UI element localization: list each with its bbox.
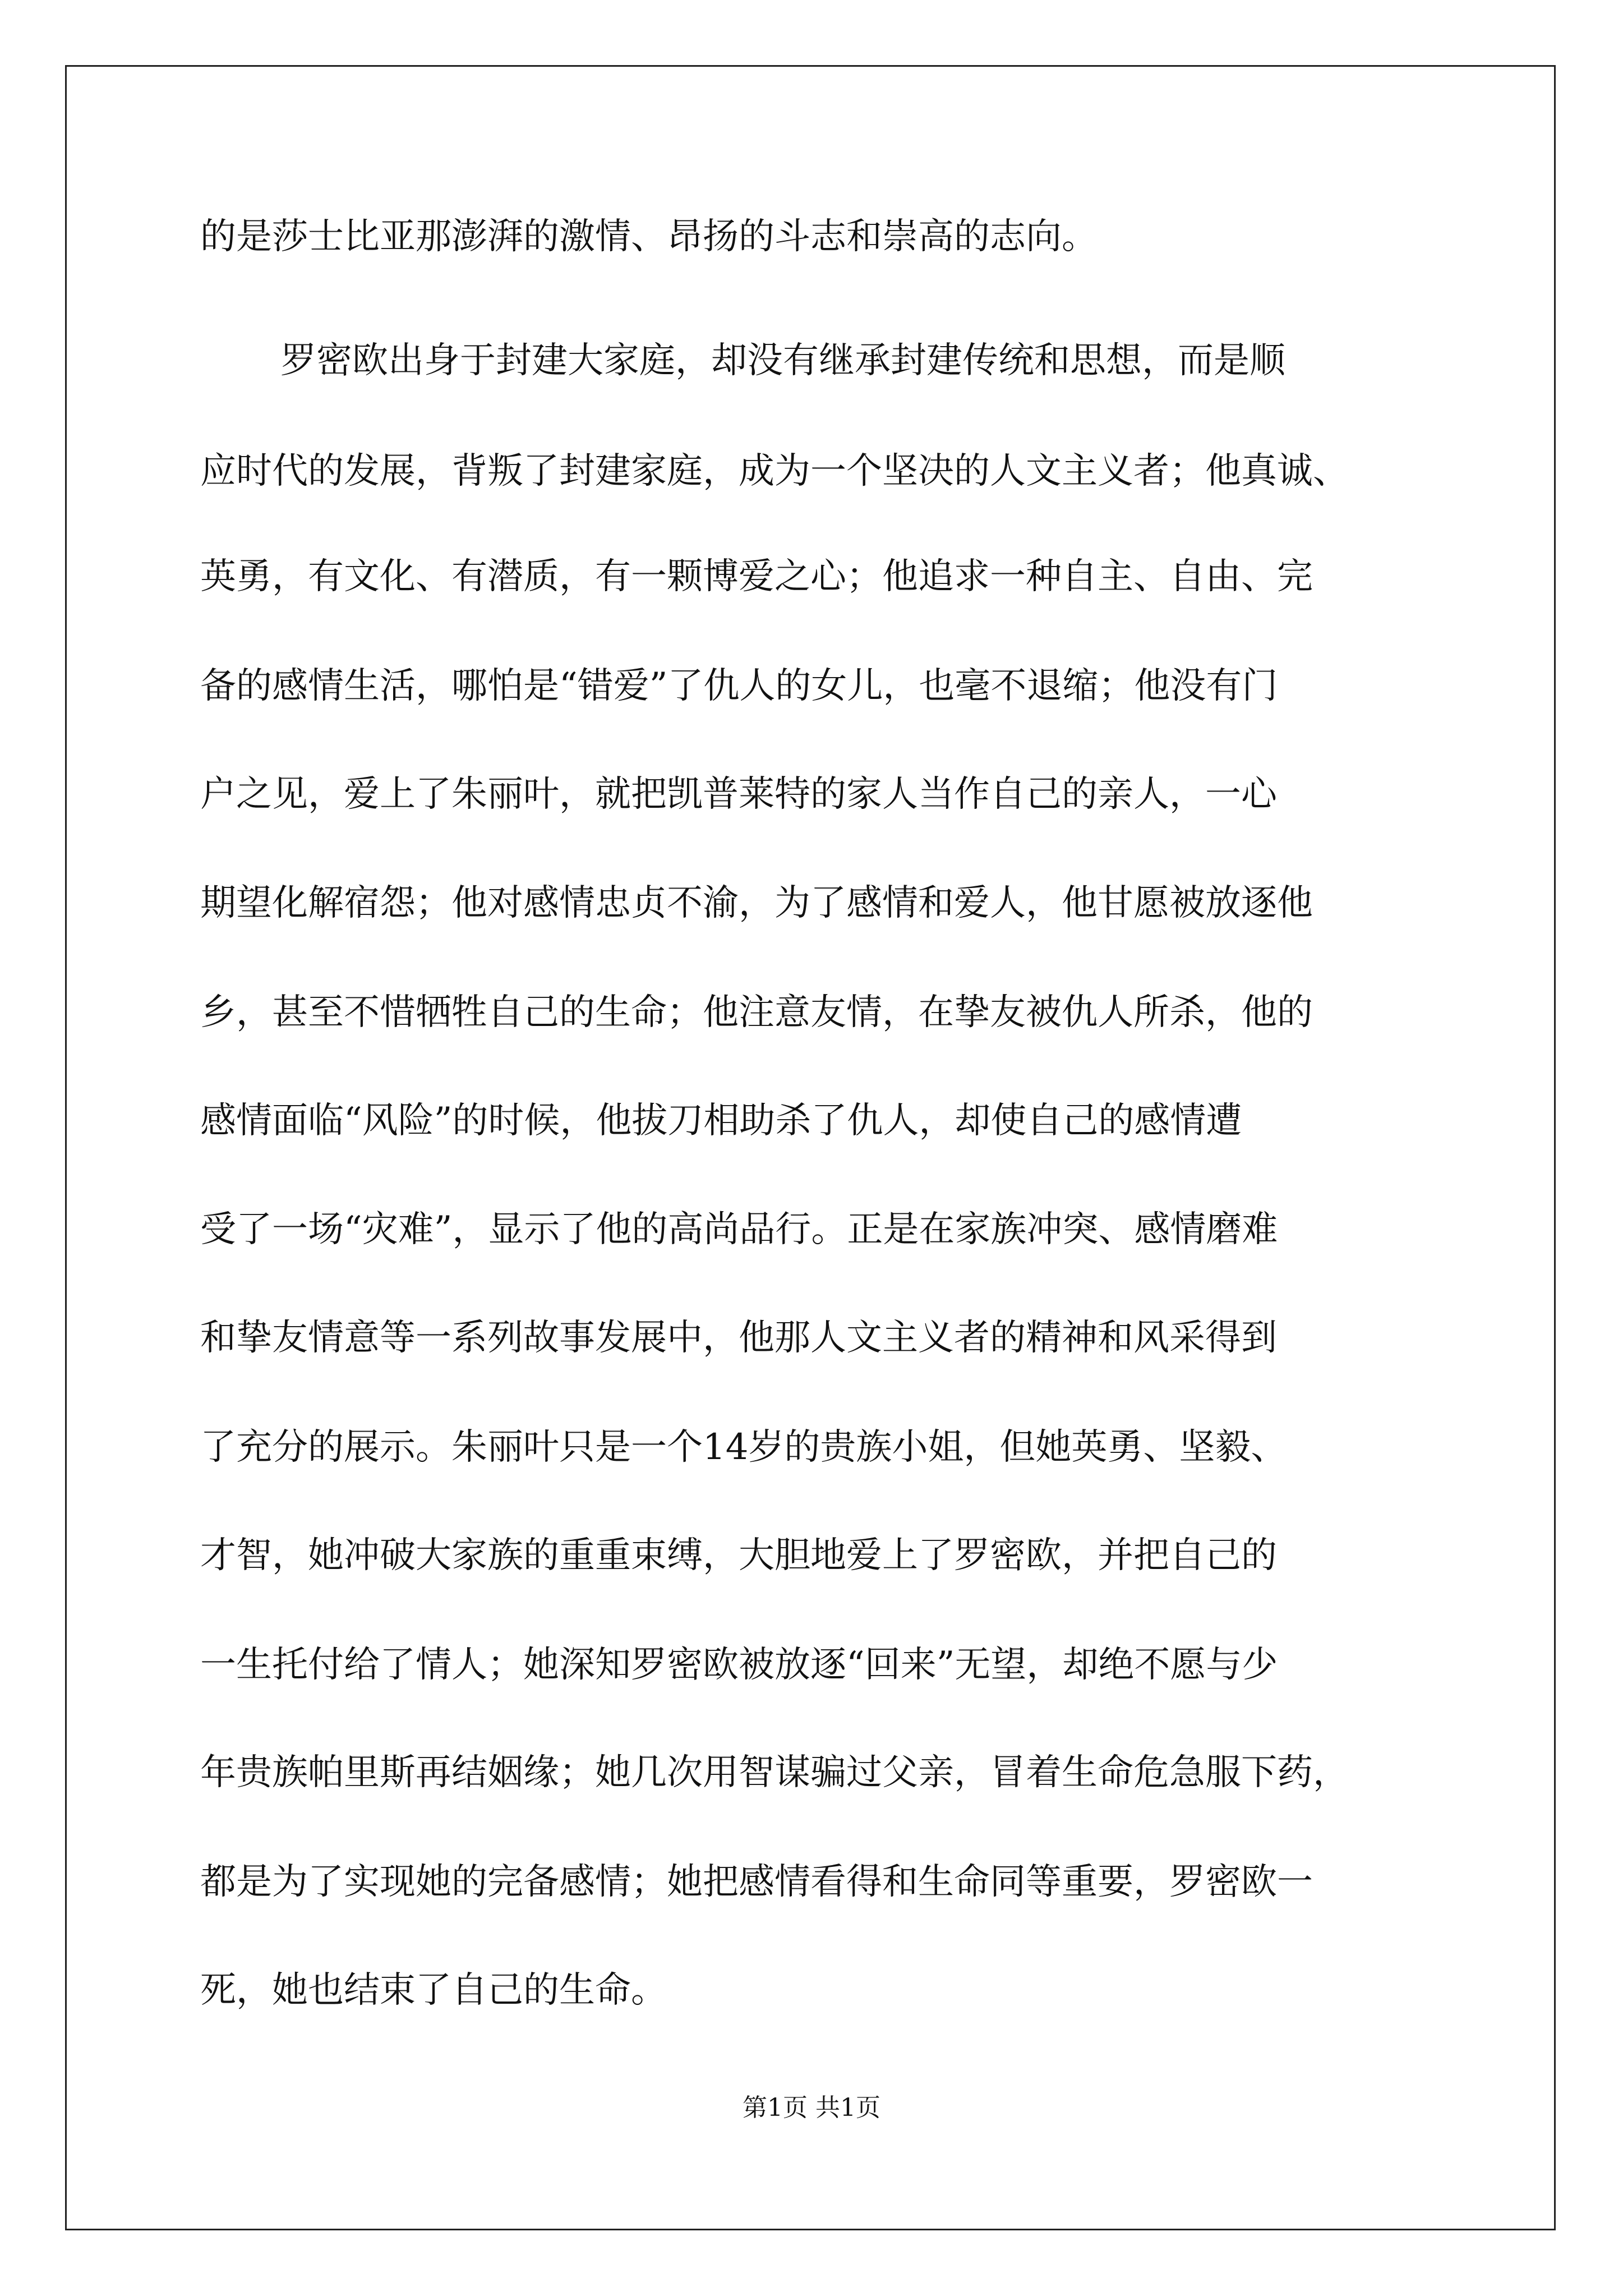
text-line: 的是莎士比亚那澎湃的激情、昂扬的斗志和崇高的志向。 xyxy=(200,216,1098,257)
text-line: 备的感情生活，哪怕是“错爱”了仇人的女儿，也毫不退缩；他没有门 xyxy=(200,665,1278,707)
text-line: 和挚友情意等一系列故事发展中，他那人文主义者的精神和风采得到 xyxy=(200,1317,1277,1359)
text-line: 才智，她冲破大家族的重重束缚，大胆地爱上了罗密欧，并把自己的 xyxy=(200,1535,1277,1576)
text-line: 乡，甚至不惜牺牲自己的生命；他注意友情，在挚友被仇人所杀，他的 xyxy=(200,992,1313,1033)
text-line: 应时代的发展，背叛了封建家庭，成为一个坚决的人文主义者；他真诚、 xyxy=(200,450,1349,492)
text-line: 英勇，有文化、有潜质，有一颗博爱之心；他追求一种自主、自由、完 xyxy=(200,556,1313,597)
text-line: 年贵族帕里斯再结姻缘；她几次用智谋骗过父亲，冒着生命危急服下药， xyxy=(200,1752,1349,1793)
text-line: 死，她也结束了自己的生命。 xyxy=(200,1970,667,2011)
text-line: 都是为了实现她的完备感情；她把感情看得和生命同等重要，罗密欧一 xyxy=(200,1861,1313,1903)
text-line: 受了一场“灾难”，显示了他的高尚品行。正是在家族冲突、感情磨难 xyxy=(200,1209,1278,1250)
page-number-footer: 第1页 共1页 xyxy=(743,2093,880,2122)
text-line: 了充分的展示。朱丽叶只是一个14岁的贵族小姐，但她英勇、坚毅、 xyxy=(200,1427,1287,1468)
text-line: 户之见，爱上了朱丽叶，就把凯普莱特的家人当作自己的亲人，一心 xyxy=(200,774,1277,815)
page-border xyxy=(65,65,1556,2230)
text-line: 罗密欧出身于封建大家庭，却没有继承封建传统和思想，而是顺 xyxy=(280,340,1285,381)
text-line: 期望化解宿怨；他对感情忠贞不渝，为了感情和爱人，他甘愿被放逐他 xyxy=(200,882,1313,924)
text-line: 一生托付给了情人；她深知罗密欧被放逐“回来”无望，却绝不愿与少 xyxy=(200,1644,1278,1686)
text-line: 感情面临“风险”的时候，他拔刀相助杀了仇人，却使自己的感情遭 xyxy=(200,1100,1242,1142)
